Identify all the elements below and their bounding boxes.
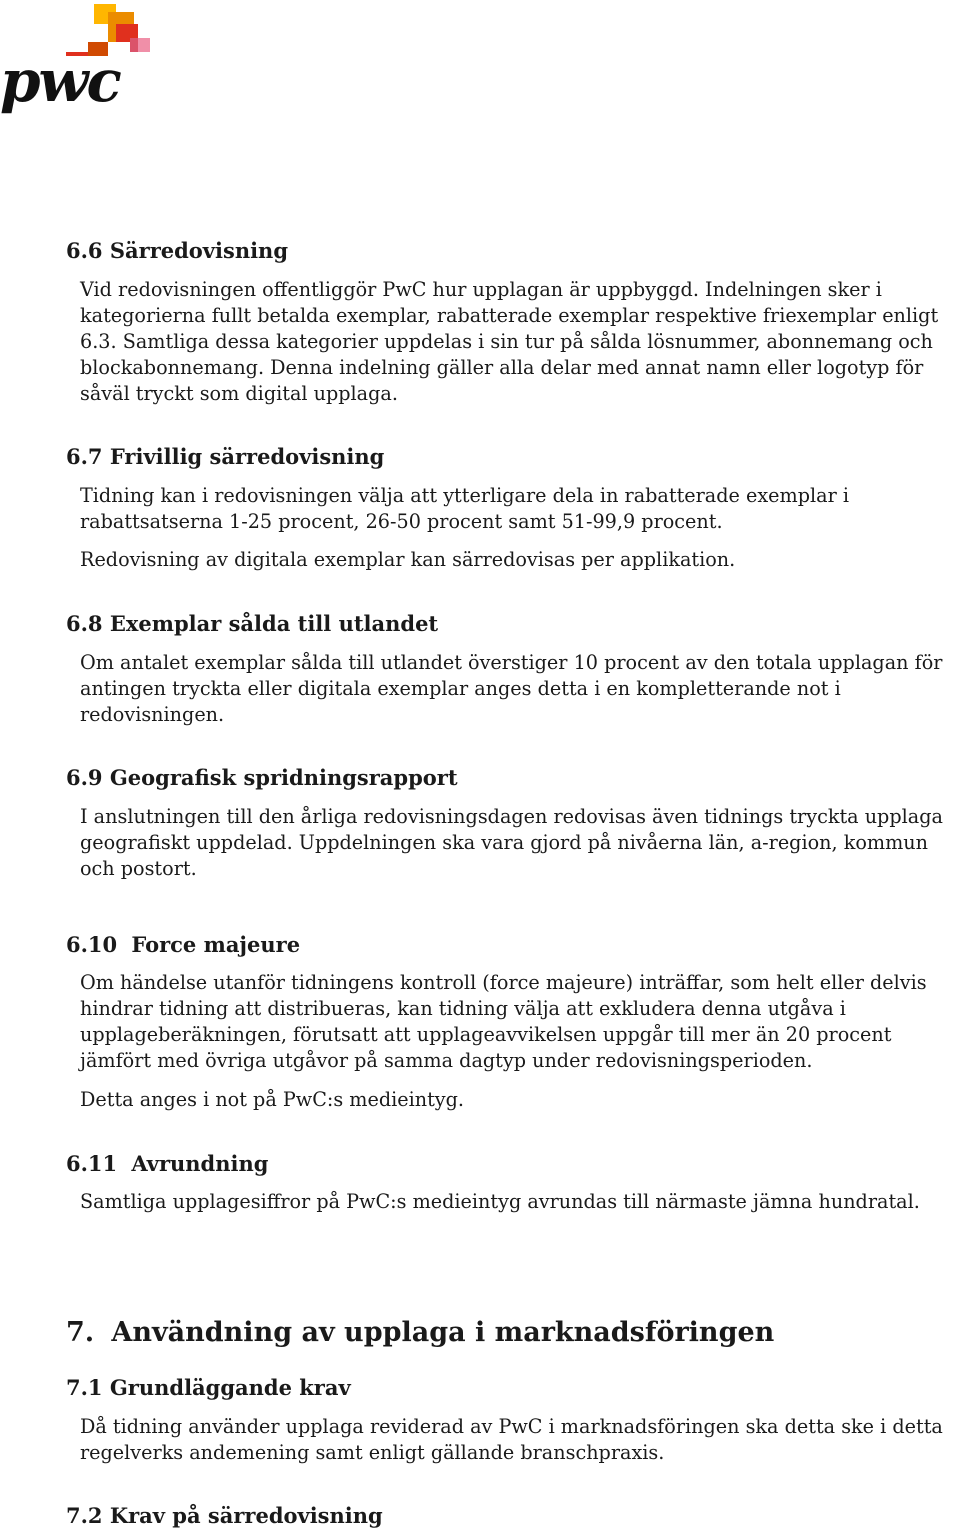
heading-6-9: 6.9 Geografisk spridningsrapport [66, 765, 458, 790]
heading-6-6: 6.6 Särredovisning [66, 238, 289, 263]
paragraph-6-10-a: Om händelse utanför tidningens kontroll (force majeure) inträffar, som helt eller delvis hindrar tidning att distribueras, kan tidning välja att exkludera denna utgåva i upplageberäkningen, förutsatt att upplageavvikelsen uppgår till mer än 20 procent jämfört med övriga utgåvor på samma dagtyp under redovisningsperioden. [80, 971, 927, 1072]
pwc-wordmark: pwc [0, 47, 120, 115]
heading-7: 7. Användning av upplaga i marknadsföringen [66, 1317, 775, 1348]
paragraph-6-6: Vid redovisningen offentliggör PwC hur upplagan är uppbyggd. Indelningen sker i kategorierna fullt betalda exemplar, rabatterade exemplar respektive friexemplar enligt 6.3. Samtliga dessa kategorier uppdelas i sin tur på sålda lösnummer, abonnemang och blockabonnemang. Denna indelning gäller alla delar med annat namn eller logotyp för såväl tryckt som digital upplaga. [80, 278, 939, 405]
paragraph-7-1: Då tidning använder upplaga reviderad av PwC i marknadsföringen ska detta ske i detta regelverks andemening samt enligt gällande branschpraxis. [80, 1415, 943, 1464]
heading-7-1: 7.1 Grundläggande krav [66, 1375, 351, 1400]
pwc-logo [0, 4, 150, 122]
heading-7-2: 7.2 Krav på särredovisning [66, 1503, 383, 1528]
paragraph-6-7-a: Tidning kan i redovisningen välja att ytterligare dela in rabatterade exemplar i rabattsatserna 1-25 procent, 26-50 procent samt 51-99,9 procent. [80, 484, 849, 533]
heading-6-11: 6.11 Avrundning [66, 1151, 269, 1176]
heading-6-7: 6.7 Frivillig särredovisning [66, 444, 385, 469]
paragraph-6-9: I anslutningen till den årliga redovisningsdagen redovisas även tidnings tryckta upplaga geografiskt uppdelad. Uppdelningen ska vara gjord på nivåerna län, a-region, kommun och postort. [80, 805, 943, 880]
paragraph-6-7-b: Redovisning av digitala exemplar kan särredovisas per applikation. [80, 548, 736, 571]
heading-6-8: 6.8 Exemplar sålda till utlandet [66, 611, 439, 636]
paragraph-6-8: Om antalet exemplar sålda till utlandet överstiger 10 procent av den totala upplagan för antingen tryckta eller digitala exemplar anges detta i en kompletterande not i redovisningen. [80, 651, 943, 726]
paragraph-6-10-b: Detta anges i not på PwC:s medieintyg. [80, 1088, 465, 1111]
heading-6-10: 6.10 Force majeure [66, 932, 301, 957]
paragraph-6-11: Samtliga upplagesiffror på PwC:s medieintyg avrundas till närmaste jämna hundratal. [80, 1190, 920, 1213]
